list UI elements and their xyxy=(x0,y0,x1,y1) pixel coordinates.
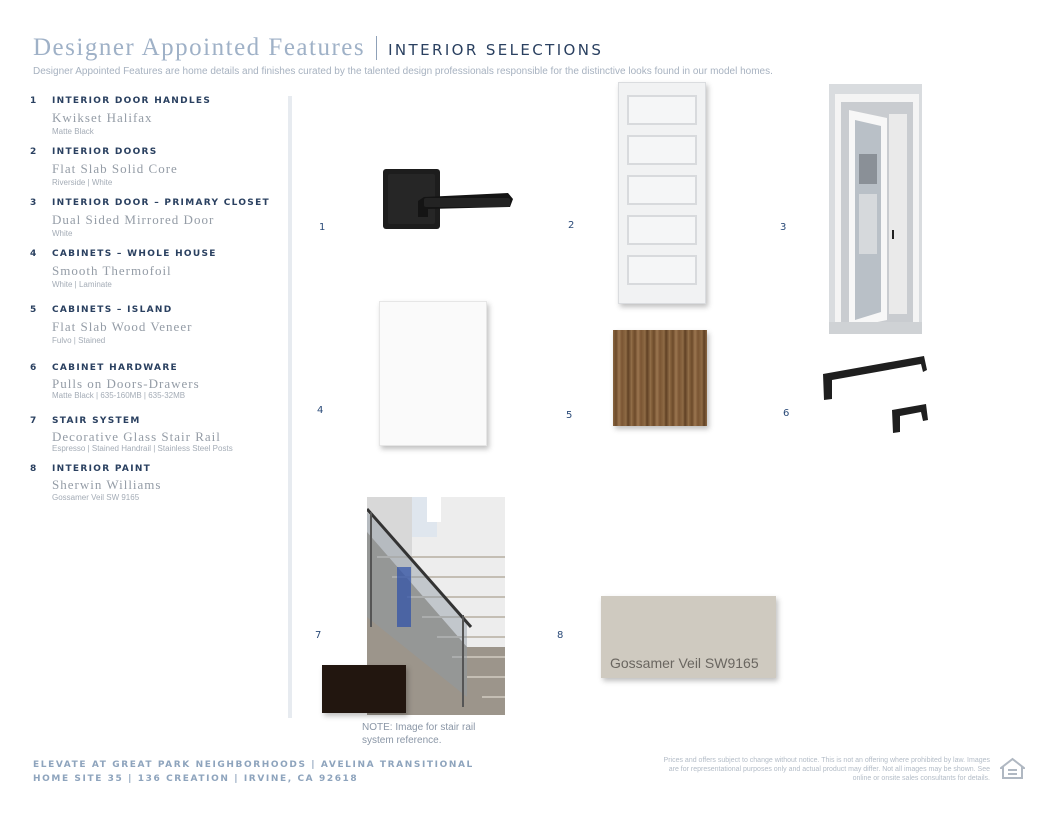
image-label-1: 1 xyxy=(319,222,326,233)
item-heading: INTERIOR DOOR HANDLES xyxy=(52,96,212,106)
item-heading: CABINET HARDWARE xyxy=(52,363,178,373)
mirrored-door-image xyxy=(829,84,922,334)
cabinet-pulls-image xyxy=(820,352,932,434)
image-label-7: 7 xyxy=(315,630,322,641)
image-label-5: 5 xyxy=(566,410,573,421)
item-heading: INTERIOR DOOR – PRIMARY CLOSET xyxy=(52,198,270,208)
paint-swatch xyxy=(601,596,776,678)
item-name: Flat Slab Solid Core xyxy=(52,161,178,176)
image-label-8: 8 xyxy=(557,630,564,641)
intro-text: Designer Appointed Features are home details and finishes curated by the talented design professionals responsible for the distinctive looks found in our model homes. xyxy=(33,66,773,77)
item-heading: CABINETS – ISLAND xyxy=(52,305,173,315)
item-detail: Matte Black xyxy=(52,127,94,136)
item-detail: Matte Black | 635-160MB | 635-32MB xyxy=(52,391,186,400)
page-subtitle: INTERIOR SELECTIONS xyxy=(388,41,604,59)
item-heading: INTERIOR PAINT xyxy=(52,464,152,474)
page-header xyxy=(33,34,603,62)
item-detail: Espresso | Stained Handrail | Stainless Steel Posts xyxy=(52,444,233,453)
item-number: 1 xyxy=(30,96,37,106)
item-number: 6 xyxy=(30,363,37,373)
item-detail: White | Laminate xyxy=(52,280,112,289)
item-number: 4 xyxy=(30,249,37,259)
equal-housing-opportunity-icon xyxy=(1000,757,1025,782)
item-name: Sherwin Williams xyxy=(52,477,162,492)
stair-note: NOTE: Image for stair rail system reference. xyxy=(362,722,476,746)
item-heading: CABINETS – WHOLE HOUSE xyxy=(52,249,217,259)
footer-community: ELEVATE AT GREAT PARK NEIGHBORHOODS | AVELINA TRANSITIONAL xyxy=(33,760,474,770)
paint-swatch-label: Gossamer Veil SW9165 xyxy=(610,655,759,671)
item-number: 8 xyxy=(30,464,37,474)
page-title: Designer Appointed Features xyxy=(33,34,366,61)
footer-address: HOME SITE 35 | 136 CREATION | IRVINE, CA 92618 xyxy=(33,774,359,784)
thermofoil-swatch xyxy=(379,301,487,446)
item-name: Pulls on Doors-Drawers xyxy=(52,376,200,391)
item-detail: Fulvo | Stained xyxy=(52,336,106,345)
legal-disclaimer: Prices and offers subject to change without notice. This is not an offering where prohibited by law. Images are for representational purposes only and actual product may differ. Not all images may be shown. See online or onsite sales consultants for details. xyxy=(663,757,990,782)
image-label-6: 6 xyxy=(783,408,790,419)
item-detail: Gossamer Veil SW 9165 xyxy=(52,493,140,502)
item-number: 5 xyxy=(30,305,37,315)
door-panel xyxy=(627,255,697,285)
item-number: 3 xyxy=(30,198,37,208)
item-name: Smooth Thermofoil xyxy=(52,263,172,278)
image-label-2: 2 xyxy=(568,220,575,231)
item-name: Flat Slab Wood Veneer xyxy=(52,319,193,334)
item-name: Dual Sided Mirrored Door xyxy=(52,212,215,227)
image-label-3: 3 xyxy=(780,222,787,233)
item-number: 2 xyxy=(30,147,37,157)
vertical-divider xyxy=(288,96,292,718)
espresso-stain-swatch xyxy=(322,665,406,713)
door-handle-image xyxy=(380,165,520,235)
door-panel xyxy=(627,175,697,205)
item-name: Decorative Glass Stair Rail xyxy=(52,429,221,444)
wood-veneer-swatch xyxy=(613,330,707,426)
interior-door-image xyxy=(618,82,706,304)
door-panel xyxy=(627,215,697,245)
door-panel xyxy=(627,135,697,165)
item-heading: STAIR SYSTEM xyxy=(52,416,141,426)
image-label-4: 4 xyxy=(317,405,324,416)
item-heading: INTERIOR DOORS xyxy=(52,147,158,157)
item-detail: Riverside | White xyxy=(52,178,113,187)
door-panel xyxy=(627,95,697,125)
item-detail: White xyxy=(52,229,73,238)
item-name: Kwikset Halifax xyxy=(52,110,153,125)
title-divider xyxy=(376,36,377,60)
item-number: 7 xyxy=(30,416,37,426)
